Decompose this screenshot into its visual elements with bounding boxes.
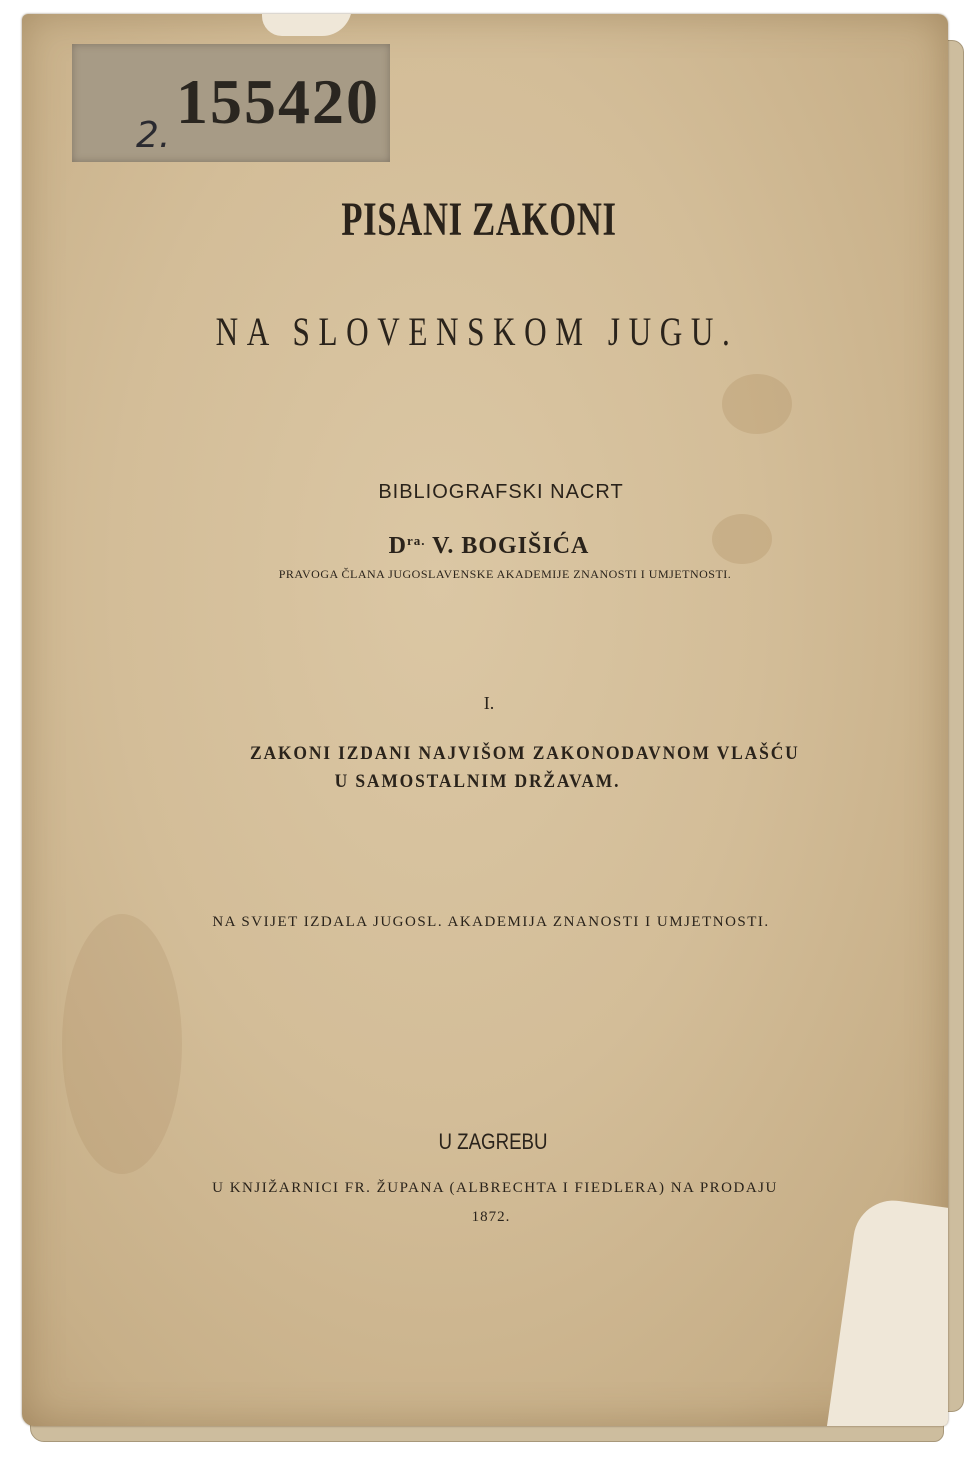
author-name: V. BOGIŠIĆA: [432, 533, 590, 559]
author-line: [2, 534, 974, 558]
bookseller-line: U KNJIŽARNICI FR. ŽUPANA (ALBRECHTA I FIEDLERA) NA PRODAJU: [212, 1180, 778, 1196]
publication-year: 1872.: [471, 1209, 511, 1225]
publisher-note: NA SVIJET IZDALA JUGOSL. AKADEMIJA ZNANOSTI I UMJETNOSTI.: [212, 914, 770, 930]
author-prefix-sup: ra.: [406, 533, 426, 548]
inventory-stamp-number: 155420: [176, 66, 380, 137]
stain: [722, 374, 792, 434]
part-title-line-2: U SAMOSTALNIM DRŽAVAM.: [334, 771, 621, 792]
author-affiliation: PRAVOGA ČLANA JUGOSLAVENSKE AKADEMIJE ZNANOSTI I UMJETNOSTI.: [278, 567, 732, 581]
part-number: I.: [483, 693, 495, 713]
torn-top-edge: [262, 14, 352, 36]
handwritten-shelf-mark: 2.: [136, 115, 171, 156]
book-subtitle: NA SLOVENSKOM JUGU.: [215, 309, 739, 354]
genre-line: BIBLIOGRAFSKI NACRT: [378, 481, 624, 503]
part-title-line-1: ZAKONI IZDANI NAJVIŠOM ZAKONODAVNOM VLAŠĆU: [250, 743, 800, 764]
torn-corner: [826, 1195, 948, 1426]
part-title: [250, 740, 800, 796]
author-prefix: D: [388, 533, 407, 559]
publication-place: U ZAGREBU: [438, 1129, 548, 1154]
book-title: PISANI ZAKONI: [341, 193, 617, 246]
